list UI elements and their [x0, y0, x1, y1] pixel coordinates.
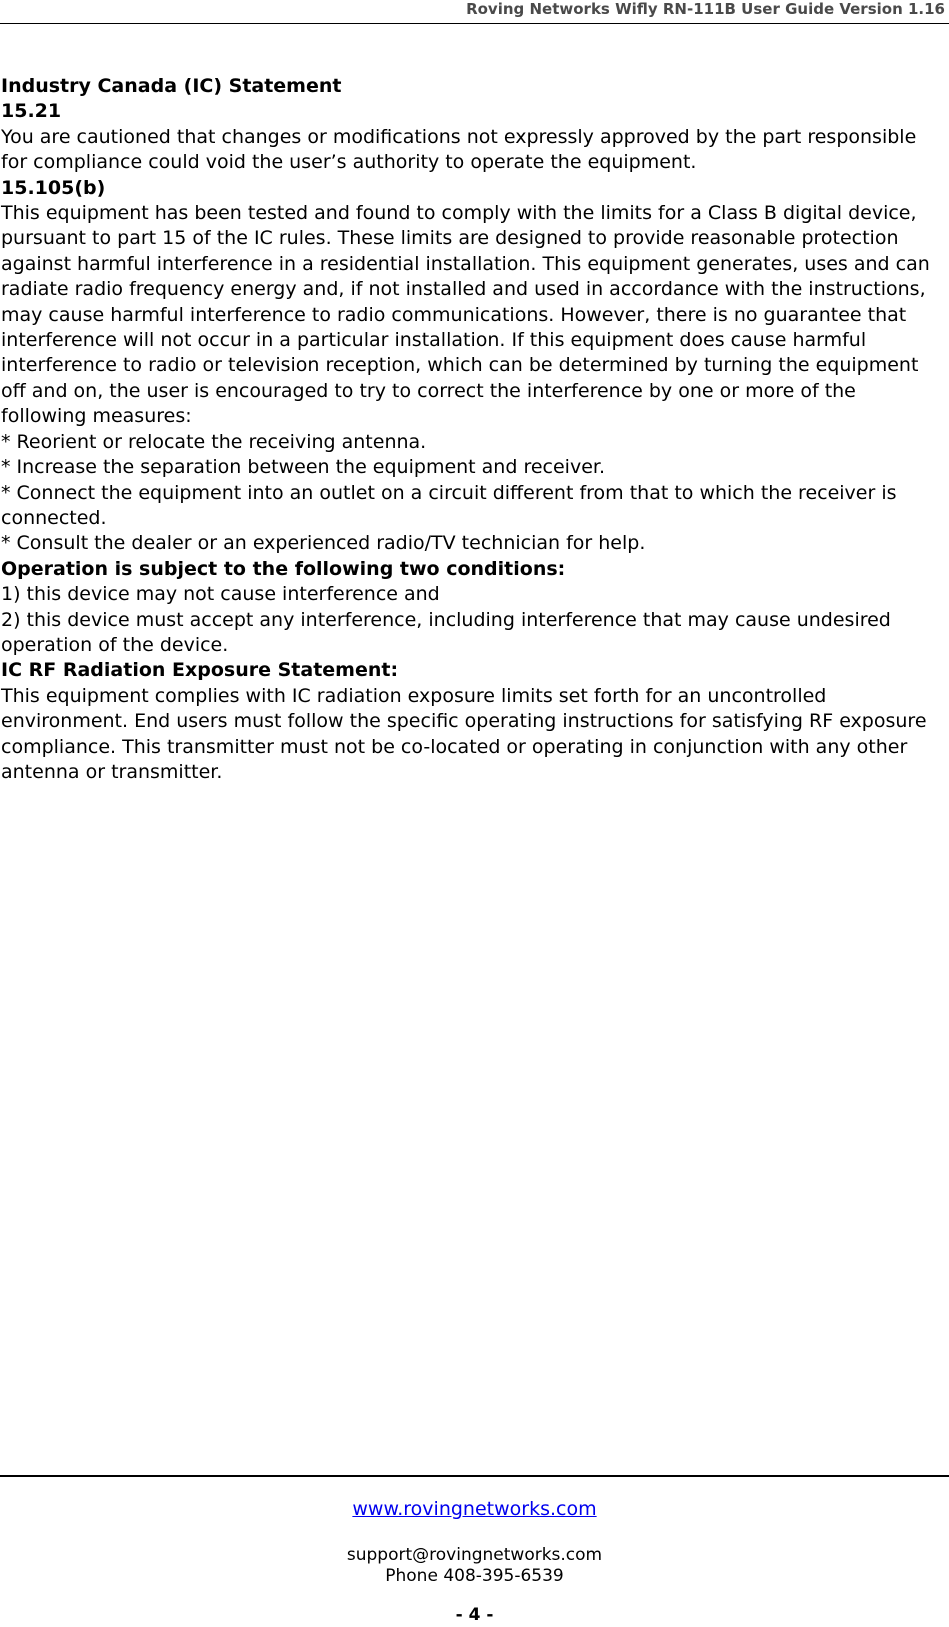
support-phone: Phone 408-395-6539: [385, 1566, 564, 1586]
measure-item: * Increase the separation between the equipment and receiver.: [1, 456, 605, 479]
header-divider: [0, 23, 949, 24]
conditions-heading: Operation is subject to the following two conditions:: [1, 557, 566, 580]
section-heading: Industry Canada (IC) Statement: [1, 75, 342, 97]
section-label-15-105b: 15.105(b): [1, 176, 106, 199]
document-header-title: Roving Networks Wifly RN-111B User Guide Version 1.16: [466, 0, 945, 18]
support-email: support@rovingnetworks.com: [346, 1545, 603, 1565]
condition-item: 2) this device must accept any interference, including interference that may cause undesired operation of the device.: [1, 608, 891, 656]
page-number: - 4 -: [455, 1605, 494, 1625]
section-label-15-21: 15.21: [1, 100, 62, 123]
website-link[interactable]: www.rovingnetworks.com: [352, 1498, 597, 1520]
footer-divider: [0, 1475, 949, 1477]
measure-item: * Reorient or relocate the receiving antenna.: [1, 430, 427, 453]
document-body: [1, 74, 945, 785]
measure-item: * Connect the equipment into an outlet on a circuit different from that to which the receiver is connected.: [1, 481, 897, 529]
rf-exposure-heading: IC RF Radiation Exposure Statement:: [1, 659, 399, 682]
condition-item: 1) this device may not cause interference and: [1, 583, 440, 606]
paragraph-15-105b: This equipment has been tested and found to comply with the limits for a Class B digital device, pursuant to part 15 of the IC rules. These limits are designed to provide reasonable protection against harmful interference in a residential installation. This equipment generates, uses and can radiate radio frequency energy and, if not installed and used in accordance with the instructions, may cause harmful interference to radio communications. However, there is no guarantee that interference will not occur in a particular installation. If this equipment does cause harmful interference to radio or television reception, which can be determined by turning the equipment off and on, the user is encouraged to try to correct the interference by one or more of the following measures:: [1, 202, 930, 428]
paragraph-15-21: You are cautioned that changes or modifications not expressly approved by the part responsible for compliance could void the user’s authority to operate the equipment.: [1, 125, 917, 174]
measure-item: * Consult the dealer or an experienced radio/TV technician for help.: [1, 532, 646, 555]
rf-exposure-paragraph: This equipment complies with IC radiation exposure limits set forth for an uncontrolled environment. End users must follow the specific operating instructions for satisfying RF exposure compliance. This transmitter must not be co-located or operating in conjunction with any other antenna or transmitter.: [1, 684, 927, 783]
